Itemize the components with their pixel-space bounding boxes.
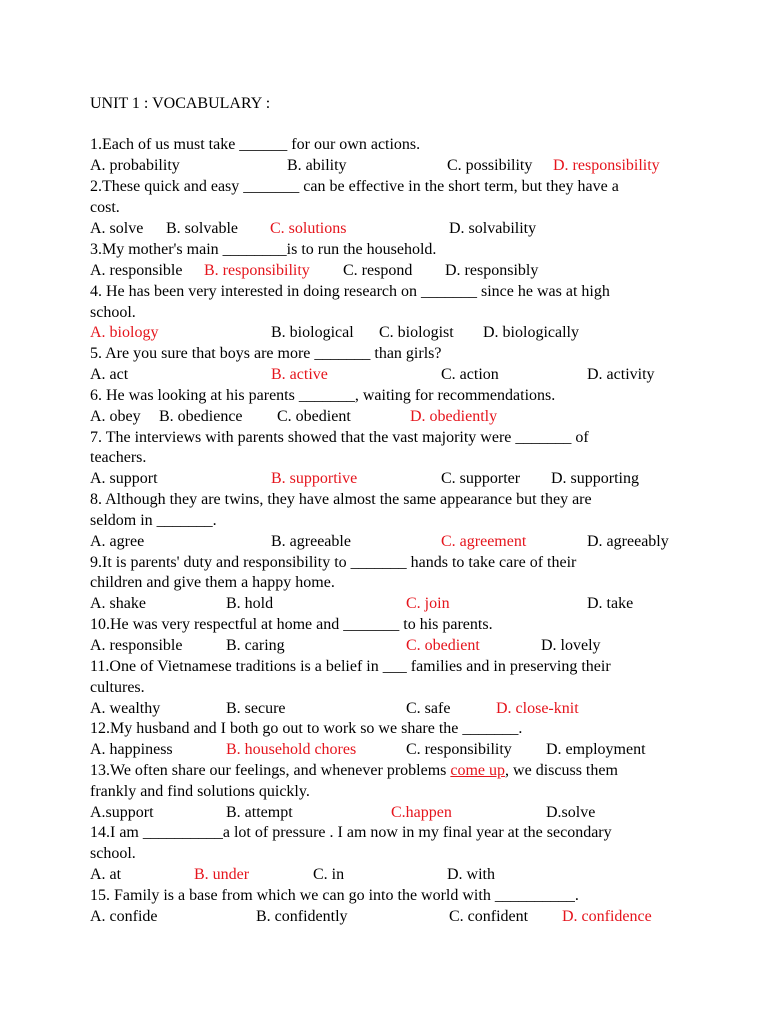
- question-4-stem: 4. He has been very interested in doing research on _______ since he was at high: [90, 283, 610, 300]
- option-d-answer: D. close-knit: [496, 700, 579, 717]
- option-b: B. agreeable: [271, 533, 351, 550]
- question-6-stem: 6. He was looking at his parents _______, waiting for recommendations.: [90, 387, 556, 404]
- option-c: C. in: [313, 866, 345, 883]
- option-a: A. responsible: [90, 637, 183, 654]
- option-b-answer: B. responsibility: [204, 262, 310, 279]
- option-c: C. responsibility: [406, 741, 512, 758]
- option-d: D. activity: [587, 366, 655, 383]
- option-c: C. safe: [406, 700, 451, 717]
- option-b-answer: B. active: [271, 366, 328, 383]
- option-b: B. confidently: [256, 908, 348, 925]
- question-14-stem-cont: school.: [90, 845, 136, 862]
- option-a: A. solve: [90, 220, 144, 237]
- option-d: D. supporting: [551, 470, 639, 487]
- option-b: B. biological: [271, 324, 354, 341]
- option-b: B. obedience: [159, 408, 243, 425]
- question-2-stem-cont: cost.: [90, 199, 120, 216]
- option-d: D. responsibly: [445, 262, 539, 279]
- question-5-stem: 5. Are you sure that boys are more _______ than girls?: [90, 345, 442, 362]
- question-13-stem-cont: frankly and find solutions quickly.: [90, 783, 310, 800]
- option-c: C. supporter: [441, 470, 521, 487]
- option-c-answer: C. join: [406, 595, 450, 612]
- option-b: B. hold: [226, 595, 274, 612]
- option-c: C. obedient: [277, 408, 351, 425]
- option-b: B. caring: [226, 637, 285, 654]
- option-a: A. happiness: [90, 741, 173, 758]
- question-11-stem-cont: cultures.: [90, 679, 145, 696]
- option-c: C. possibility: [447, 157, 533, 174]
- option-b-answer: B. under: [194, 866, 250, 883]
- option-d: D. solvability: [449, 220, 537, 237]
- question-14-stem: 14.I am __________a lot of pressure . I am now in my final year at the secondary: [90, 824, 612, 841]
- option-a: A. act: [90, 366, 129, 383]
- option-c: C. respond: [343, 262, 413, 279]
- option-d: D. agreeably: [587, 533, 669, 550]
- option-d: D. take: [587, 595, 634, 612]
- option-c-answer: C. solutions: [270, 220, 347, 237]
- option-a: A. responsible: [90, 262, 183, 279]
- option-b: B. ability: [287, 157, 347, 174]
- option-d: D. biologically: [483, 324, 579, 341]
- question-13-stem-start: 13.We often share our feelings, and whenever problems: [90, 762, 451, 779]
- question-15-stem: 15. Family is a base from which we can go into the world with __________.: [90, 887, 579, 904]
- page-title: UNIT 1 : VOCABULARY :: [90, 95, 271, 112]
- question-10-stem: 10.He was very respectful at home and _______ to his parents.: [90, 616, 493, 633]
- option-d-answer: D. responsibility: [553, 157, 660, 174]
- option-d-answer: D. confidence: [562, 908, 652, 925]
- question-7-stem: 7. The interviews with parents showed that the vast majority were _______ of: [90, 429, 589, 446]
- option-b-answer: B. supportive: [271, 470, 358, 487]
- question-4-stem-cont: school.: [90, 304, 136, 321]
- option-c-answer: C. obedient: [406, 637, 480, 654]
- option-a: A.support: [90, 804, 154, 821]
- option-b-answer: B. household chores: [226, 741, 357, 758]
- question-1-stem: 1.Each of us must take ______ for our own actions.: [90, 136, 421, 153]
- question-8-stem-cont: seldom in _______.: [90, 512, 217, 529]
- option-b: B. solvable: [166, 220, 238, 237]
- option-d: D. lovely: [541, 637, 601, 654]
- question-8-stem: 8. Although they are twins, they have almost the same appearance but they are: [90, 491, 592, 508]
- option-c-answer: C. agreement: [441, 533, 527, 550]
- question-9-stem-cont: children and give them a happy home.: [90, 574, 335, 591]
- option-a: A. support: [90, 470, 158, 487]
- question-2-stem: 2.These quick and easy _______ can be effective in the short term, but they have a: [90, 178, 619, 195]
- option-c: C. confident: [449, 908, 529, 925]
- highlighted-phrase: come up: [450, 762, 506, 779]
- question-11-stem: 11.One of Vietnamese traditions is a belief in ___ families and in preserving their: [90, 658, 611, 675]
- option-b: B. attempt: [226, 804, 293, 821]
- option-b: B. secure: [226, 700, 286, 717]
- question-9-stem: 9.It is parents' duty and responsibility to _______ hands to take care of their: [90, 554, 577, 571]
- question-3-stem: 3.My mother's main ________is to run the household.: [90, 241, 437, 258]
- option-a: A. probability: [90, 157, 180, 174]
- option-a: A. at: [90, 866, 122, 883]
- question-12-stem: 12.My husband and I both go out to work so we share the _______.: [90, 720, 523, 737]
- option-c: C. action: [441, 366, 499, 383]
- option-c: C. biologist: [379, 324, 454, 341]
- option-d: D. with: [447, 866, 495, 883]
- question-7-stem-cont: teachers.: [90, 449, 147, 466]
- option-d-answer: D. obediently: [410, 408, 498, 425]
- option-a-answer: A. biology: [90, 324, 159, 341]
- option-a: A. shake: [90, 595, 146, 612]
- option-d: D.solve: [546, 804, 596, 821]
- option-a: A. agree: [90, 533, 145, 550]
- option-a: A. confide: [90, 908, 158, 925]
- question-13-stem: [90, 761, 618, 781]
- option-d: D. employment: [546, 741, 646, 758]
- option-a: A. wealthy: [90, 700, 161, 717]
- option-a: A. obey: [90, 408, 141, 425]
- option-c-answer: C.happen: [391, 804, 452, 821]
- question-13-stem-end: , we discuss them: [505, 762, 618, 779]
